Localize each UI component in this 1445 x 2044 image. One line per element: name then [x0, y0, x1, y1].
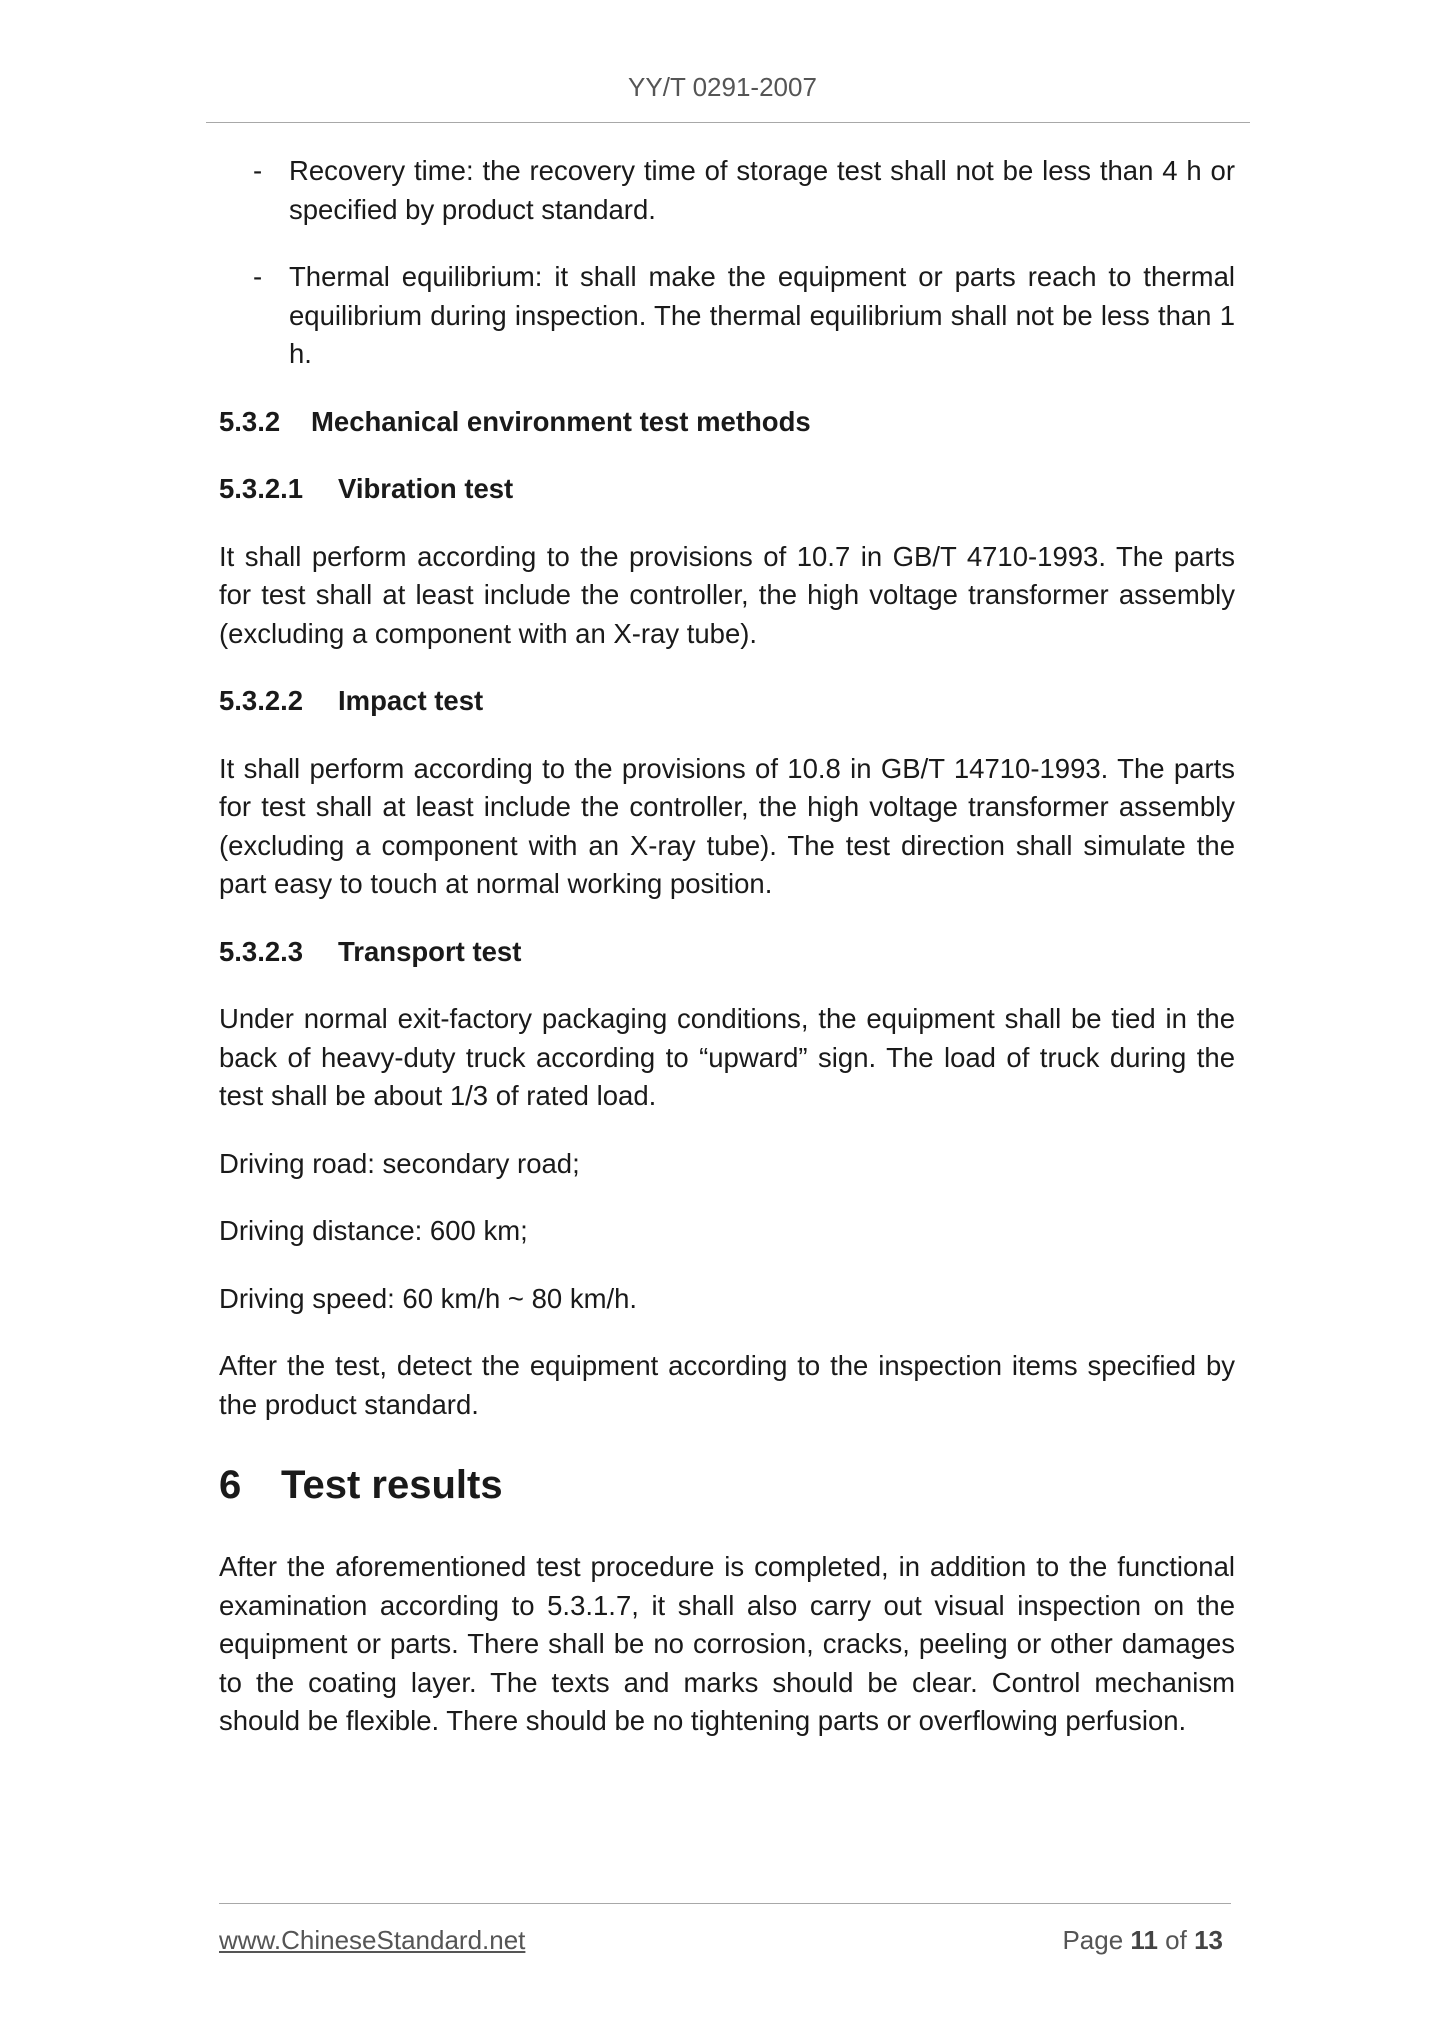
section-number: 6 [219, 1463, 242, 1507]
transport-test-text: Under normal exit-factory packaging conditions, the equipment shall be tied in the back of heavy-duty truck according to “upward” sign. The load of truck during the test shall be about 1/3 of rated load. [219, 1003, 1235, 1111]
section-number: 5.3.2.1 [219, 473, 304, 504]
header-divider [206, 122, 1250, 123]
bullet-item [219, 152, 1235, 229]
section-heading-5-3-2-2 [219, 682, 1235, 721]
section-heading-5-3-2-1 [219, 470, 1235, 509]
driving-speed: Driving speed: 60 km/h ~ 80 km/h. [219, 1282, 638, 1314]
bullet-dash: - [253, 261, 263, 292]
section-title: Vibration test [338, 473, 514, 504]
bullet-text: Thermal equilibrium: it shall make the equipment or parts reach to thermal equilibrium during inspection. The thermal equilibrium shall not be less than 1 h. [289, 261, 1235, 369]
page-number [1062, 1925, 1223, 1956]
page-separator: of [1165, 1925, 1187, 1955]
vibration-test-text: It shall perform according to the provisions of 10.7 in GB/T 4710-1993. The parts for test shall at least include the controller, the high voltage transformer assembly (excluding a component with an X-ray tube). [219, 540, 1235, 649]
section-heading-6 [219, 1460, 1235, 1510]
page-content [219, 152, 1235, 1770]
website-link[interactable]: www.ChineseStandard.net [219, 1925, 526, 1955]
section-title: Test results [281, 1463, 503, 1507]
page-current: 11 [1130, 1925, 1158, 1955]
section-title: Mechanical environment test methods [311, 405, 811, 437]
bullet-item [219, 258, 1235, 374]
section-title: Impact test [338, 685, 484, 716]
transport-after-text: After the test, detect the equipment according to the inspection items specified by the product standard. [219, 1350, 1235, 1420]
impact-test-text: It shall perform according to the provisions of 10.8 in GB/T 14710-1993. The parts for test shall at least include the controller, the high voltage transformer assembly (excluding a component with an X-ray tube). The test direction shall simulate the part easy to touch at normal working position. [219, 752, 1235, 899]
section-number: 5.3.2.3 [219, 935, 304, 967]
document-code: YY/T 0291-2007 [628, 72, 817, 102]
bullet-text: Recovery time: the recovery time of storage test shall not be less than 4 h or specified by product standard. [289, 155, 1235, 225]
section-heading-5-3-2 [219, 403, 1235, 442]
test-results-text: After the aforementioned test procedure is completed, in addition to the functional examination according to 5.3.1.7, it shall also carry out visual inspection on the equipment or parts. There shall be no corrosion, cracks, peeling or other damages to the coating layer. The texts and marks should be clear. Control mechanism should be flexible. There should be no tightening parts or overflowing perfusion. [219, 1551, 1235, 1736]
driving-road: Driving road: secondary road; [219, 1147, 580, 1179]
section-heading-5-3-2-3 [219, 933, 1235, 972]
section-title: Transport test [338, 935, 522, 967]
page-total: 13 [1194, 1925, 1223, 1955]
bullet-dash: - [253, 155, 263, 186]
section-number: 5.3.2.2 [219, 685, 304, 716]
footer-divider [219, 1903, 1231, 1904]
section-number: 5.3.2 [219, 405, 281, 437]
driving-distance: Driving distance: 600 km; [219, 1215, 528, 1246]
page-prefix: Page [1062, 1925, 1124, 1955]
